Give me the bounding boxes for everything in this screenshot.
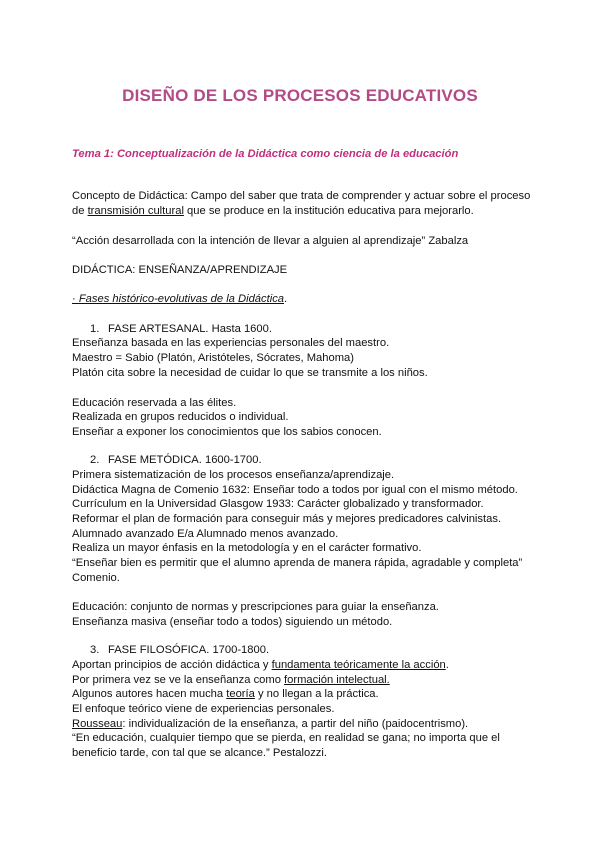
fase2-line: Comenio.: [72, 572, 120, 584]
fase2-title: FASE METÓDICA. 1600-1700.: [108, 454, 262, 466]
concept-line-1: Concepto de Didáctica: Campo del saber que trata de comprender y actuar sobre el proceso: [72, 190, 531, 202]
fase1-line: Maestro = Sabio (Platón, Aristóteles, Sócrates, Mahoma): [72, 352, 354, 364]
fase2-line: Currículum en la Universidad Glasgow 1933: Carácter globalizado y transformador.: [72, 498, 484, 510]
topic-subtitle: Tema 1: Conceptualización de la Didáctica como ciencia de la educación: [72, 148, 459, 160]
fase2-line: Primera sistematización de los procesos enseñanza/aprendizaje.: [72, 469, 395, 481]
fase3-line: Aportan principios de acción didáctica y fundamenta teóricamente la acción.: [72, 659, 449, 671]
fase3-title: FASE FILOSÓFICA. 1700-1800.: [108, 644, 270, 656]
fase1-line: Enseñar a exponer los conocimientos que los sabios conocen.: [72, 426, 382, 438]
fase1-title: FASE ARTESANAL. Hasta 1600.: [108, 323, 272, 335]
concept-line-2: de transmisión cultural que se produce en la institución educativa para mejorarlo.: [72, 205, 474, 217]
didactica-heading: DIDÁCTICA: ENSEÑANZA/APRENDIZAJE: [72, 264, 288, 276]
fase3-line: El enfoque teórico viene de experiencias personales.: [72, 703, 335, 715]
transmision-cultural-term: transmisión cultural: [87, 205, 184, 217]
fase3-number: 3.: [90, 644, 100, 656]
fase1-line: Realizada en grupos reducidos o individual.: [72, 411, 289, 423]
fase1-number: 1.: [90, 323, 100, 335]
fase3-line: Algunos autores hacen mucha teoría y no llegan a la práctica.: [72, 688, 379, 700]
fase2-line: Alumnado avanzado E/a Alumnado menos avanzado.: [72, 528, 339, 540]
fase2-line: “Enseñar bien es permitir que el alumno aprenda de manera rápida, agradable y completa”: [72, 557, 523, 569]
fase1-line: Enseñanza basada en las experiencias personales del maestro.: [72, 337, 390, 349]
fase1-line: Educación reservada a las élites.: [72, 397, 237, 409]
fase2-line: Reformar el plan de formación para conseguir más y mejores predicadores calvinistas.: [72, 513, 502, 525]
fase1-line: Platón cita sobre la necesidad de cuidar lo que se transmite a los niños.: [72, 367, 428, 379]
fase2-line: Enseñanza masiva (enseñar todo a todos) siguiendo un método.: [72, 616, 393, 628]
fase3-line: Rousseau: individualización de la enseñanza, a partir del niño (paidocentrismo).: [72, 718, 469, 730]
pestalozzi-quote: beneficio tarde, con tal que se alcance.” Pestalozzi.: [72, 747, 327, 759]
zabalza-quote: “Acción desarrollada con la intención de llevar a alguien al aprendizaje” Zabalza: [72, 235, 469, 247]
document-title: DISEÑO DE LOS PROCESOS EDUCATIVOS: [122, 86, 478, 105]
fase2-line: Didáctica Magna de Comenio 1632: Enseñar todo a todos por igual con el mismo método.: [72, 484, 518, 496]
fases-heading: · Fases histórico-evolutivas de la Didáctica.: [72, 293, 288, 305]
fase2-line: Educación: conjunto de normas y prescripciones para guiar la enseñanza.: [72, 601, 439, 613]
fase2-number: 2.: [90, 454, 100, 466]
pestalozzi-quote: “En educación, cualquier tiempo que se pierda, en realidad se gana; no importa que el: [72, 732, 500, 744]
fase3-line: Por primera vez se ve la enseñanza como formación intelectual.: [72, 674, 390, 686]
fase2-line: Realiza un mayor énfasis en la metodología y en el carácter formativo.: [72, 542, 422, 554]
